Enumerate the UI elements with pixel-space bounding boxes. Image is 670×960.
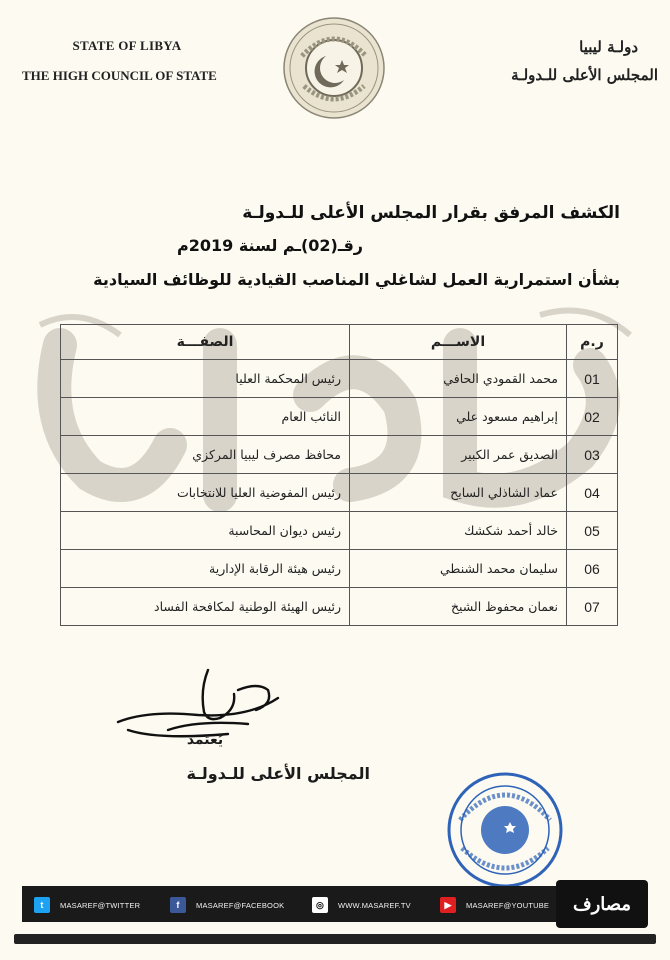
issuing-council: المجلس الأعلى للـدولـة	[186, 764, 370, 783]
header-arabic	[438, 38, 658, 84]
header-number: ر.م	[567, 325, 618, 360]
row-number: 06	[567, 550, 618, 588]
row-name: إبراهيم مسعود علي	[350, 398, 567, 436]
facebook-link[interactable]	[170, 897, 284, 913]
row-number: 05	[567, 512, 618, 550]
row-name: الصديق عمر الكبير	[350, 436, 567, 474]
table-row	[61, 550, 618, 588]
table-row	[61, 436, 618, 474]
row-role: رئيس هيئة الرقابة الإدارية	[61, 550, 350, 588]
decision-number: رقـ(02)ـم لسنة 2019م	[177, 236, 363, 255]
youtube-icon: ▶	[440, 897, 456, 913]
youtube-handle: MASAREF@YOUTUBE	[466, 900, 550, 910]
row-number: 04	[567, 474, 618, 512]
row-role: رئيس المحكمة العليا	[61, 360, 350, 398]
row-name: عماد الشاذلي السايح	[350, 474, 567, 512]
table-row	[61, 512, 618, 550]
document-title: الكشف المرفق بقرار المجلس الأعلى للـدولـة	[242, 203, 620, 223]
official-stamp-icon	[440, 770, 570, 890]
masaref-logo: مصارف	[556, 880, 648, 928]
bottom-border	[14, 934, 656, 944]
header-en-state: STATE OF LIBYA	[72, 38, 182, 53]
approval-label: يُعتمد	[186, 732, 224, 748]
table-header-row	[61, 325, 618, 360]
row-role: رئيس الهيئة الوطنية لمكافحة الفساد	[61, 588, 350, 626]
social-footer-bar	[22, 886, 648, 922]
twitter-icon: t	[34, 897, 50, 913]
table-row	[61, 588, 618, 626]
twitter-handle: MASAREF@TWITTER	[60, 900, 141, 910]
row-name: نعمان محفوظ الشيخ	[350, 588, 567, 626]
state-emblem-icon	[282, 16, 386, 120]
table-row	[61, 360, 618, 398]
globe-icon: ◎	[312, 897, 328, 913]
row-name: سليمان محمد الشنطي	[350, 550, 567, 588]
table-row	[61, 398, 618, 436]
row-number: 07	[567, 588, 618, 626]
youtube-link[interactable]	[440, 897, 549, 913]
officials-table	[60, 324, 618, 626]
table-row	[61, 474, 618, 512]
header-en-council: THE HIGH COUNCIL OF STATE	[22, 68, 217, 83]
row-number: 03	[567, 436, 618, 474]
twitter-link[interactable]	[34, 897, 140, 913]
website-url: WWW.MASAREF.TV	[338, 900, 411, 910]
website-link[interactable]	[312, 897, 411, 913]
document-subject: بشأن استمرارية العمل لشاغلي المناصب القيادية للوظائف السيادية	[93, 270, 620, 289]
header-ar-council: المجلس الأعلى للـدولـة	[511, 66, 658, 84]
header-name: الاســـم	[350, 325, 567, 360]
header-ar-state: دولـة ليبيا	[579, 38, 638, 56]
header-english	[22, 38, 232, 84]
header-role: الصفـــة	[61, 325, 350, 360]
row-number: 02	[567, 398, 618, 436]
row-name: محمد القمودي الحافي	[350, 360, 567, 398]
row-name: خالد أحمد شكشك	[350, 512, 567, 550]
row-role: محافظ مصرف ليبيا المركزي	[61, 436, 350, 474]
row-role: النائب العام	[61, 398, 350, 436]
row-role: رئيس ديوان المحاسبة	[61, 512, 350, 550]
row-role: رئيس المفوضية العليا للانتخابات	[61, 474, 350, 512]
facebook-handle: MASAREF@FACEBOOK	[196, 900, 285, 910]
facebook-icon: f	[170, 897, 186, 913]
row-number: 01	[567, 360, 618, 398]
